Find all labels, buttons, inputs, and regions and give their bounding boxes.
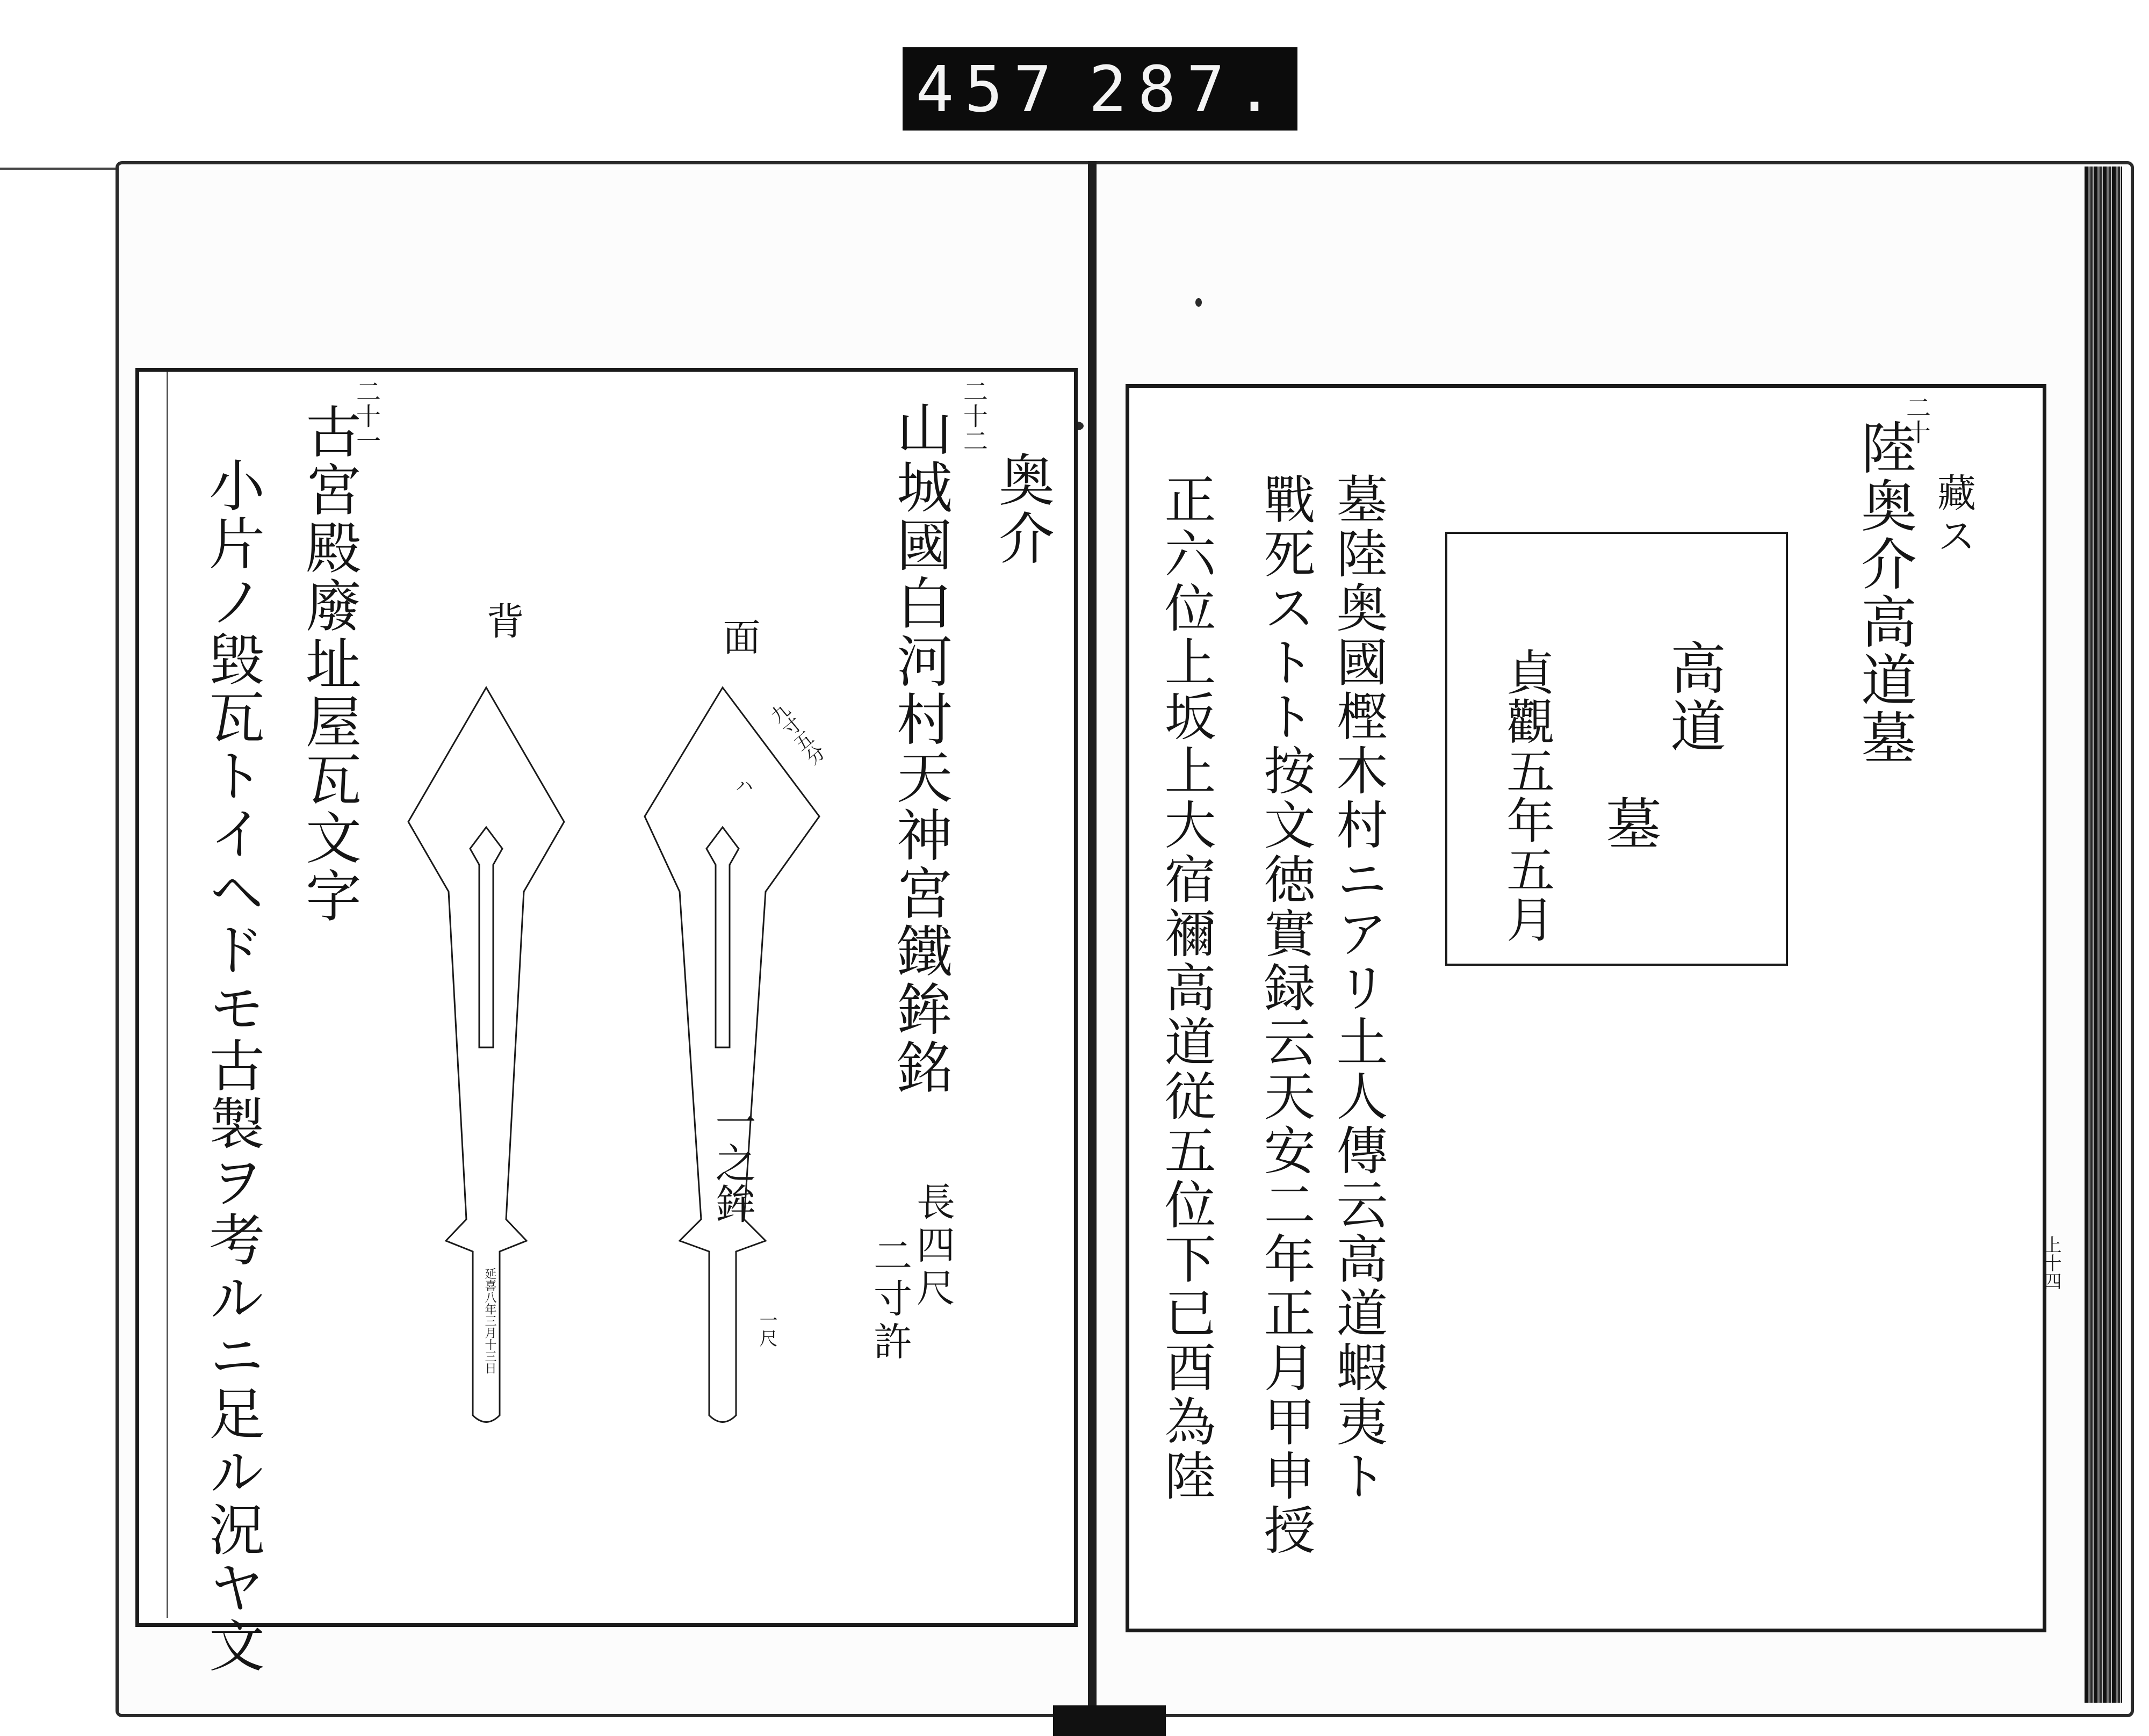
tang-length-note: 一尺	[756, 1311, 777, 1347]
entry-number-21: 二十一	[352, 379, 381, 453]
page-stack-edge	[2085, 167, 2122, 1703]
catalog-number-strip	[903, 47, 1297, 131]
entry-title-20: 陸奥介高道墓	[1851, 419, 1917, 767]
entry-body-line-3: 正六位上坂上大宿禰高道従五位下已酉為陸	[1156, 473, 1216, 1503]
entry-note-20: 藏ス	[1931, 473, 1976, 559]
entry-number-22: 二十二	[960, 379, 989, 453]
entry-title-21: 古宮殿廢址屋瓦文字	[296, 403, 362, 925]
bottom-tab	[1053, 1705, 1166, 1736]
entry-title-22: 山城國白河村天神宮鐵鉾銘	[887, 400, 953, 1096]
page-margin-note: 上十四	[2040, 1235, 2061, 1290]
tombstone-grave: 墓	[1596, 795, 1662, 853]
tombstone-date: 貞觀五年五月	[1498, 647, 1554, 944]
ink-speck	[1195, 298, 1202, 307]
catalog-number-right: 287.	[1088, 52, 1285, 126]
tombstone-name: 高道	[1661, 639, 1726, 755]
front-face-label: 面	[717, 618, 761, 655]
collector-note: 奥介	[989, 451, 1055, 567]
entry-note-22a: 長四尺	[910, 1182, 955, 1311]
entry-body-line-2: 戰死ストト按文徳實録云天安二年正月甲申授	[1256, 473, 1316, 1558]
entry-body-21: 小片ノ毀瓦トイヘドモ古製ヲ考ルニ足ル況ヤ文	[199, 457, 265, 1675]
entry-note-22b: 二寸許	[867, 1235, 912, 1364]
entry-body-line-1: 墓陸奥國樫木村ニアリ土人傳云高道蝦夷ト	[1328, 473, 1388, 1503]
book-spine	[1088, 161, 1097, 1716]
blade-mark: ハ	[732, 776, 753, 794]
entry-number-20: 二十	[1902, 395, 1931, 444]
tang-inscription: 延喜八年三月十三日	[483, 1268, 496, 1374]
catalog-number-left: 457	[915, 52, 1063, 126]
front-inscription: 一之鉾	[709, 1101, 756, 1224]
back-face-label: 背	[480, 602, 524, 639]
left-page-inner-rule	[167, 372, 168, 1618]
blade-measure: 九寸五分	[764, 700, 828, 770]
tombstone-box	[1445, 532, 1788, 966]
ruler-line	[0, 168, 129, 170]
